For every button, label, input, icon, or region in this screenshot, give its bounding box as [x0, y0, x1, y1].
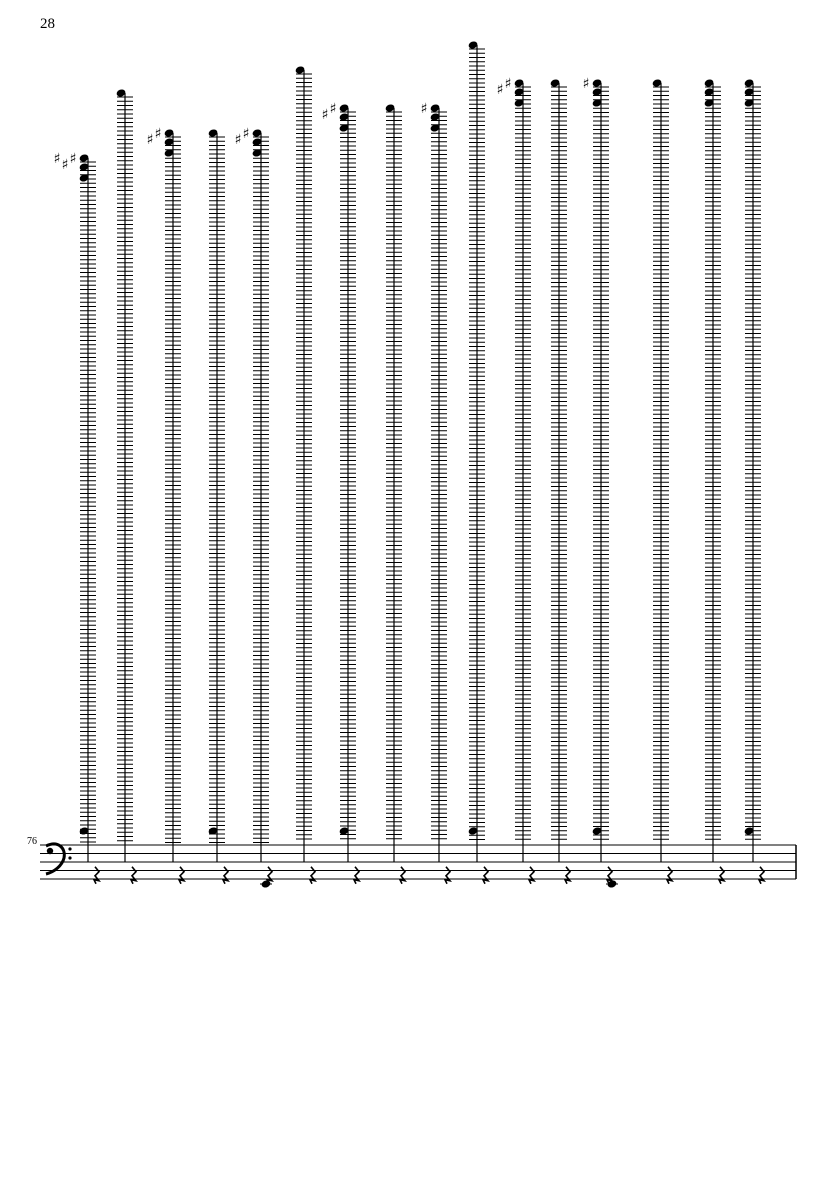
quarter-rest-icon — [759, 867, 764, 884]
sharp-icon: ♯ — [69, 151, 77, 167]
quarter-rest-icon — [667, 867, 672, 884]
quarter-rest-icon — [483, 867, 488, 884]
quarter-rest-icon — [400, 867, 405, 884]
bass-clef-dot-upper — [68, 847, 71, 850]
noteheads — [54, 40, 755, 888]
quarter-rest-icon — [354, 867, 359, 884]
sharp-icon: ♯ — [234, 132, 242, 148]
rests — [94, 867, 764, 884]
quarter-rest-icon — [310, 867, 315, 884]
quarter-rest-icon — [223, 867, 228, 884]
quarter-rest-icon — [94, 867, 99, 884]
quarter-rest-icon — [445, 867, 450, 884]
sharp-icon: ♯ — [321, 107, 329, 123]
bass-clef-dot — [47, 848, 53, 854]
sharp-icon: ♯ — [420, 101, 428, 117]
quarter-rest-icon — [131, 867, 136, 884]
sharp-icon: ♯ — [242, 126, 250, 142]
bass-clef-icon — [46, 844, 72, 874]
sharp-icon: ♯ — [582, 76, 590, 92]
ledger-line-towers — [80, 45, 761, 862]
quarter-rest-icon — [719, 867, 724, 884]
page-number: 28 — [40, 16, 55, 32]
quarter-rest-icon — [267, 867, 272, 884]
sharp-icon: ♯ — [154, 126, 162, 142]
quarter-rest-icon — [607, 867, 612, 884]
sharp-icon: ♯ — [504, 76, 512, 92]
sharp-icon: ♯ — [146, 132, 154, 148]
bass-clef-dot-lower — [68, 856, 71, 859]
staff — [40, 845, 796, 879]
sharp-icon: ♯ — [496, 82, 504, 98]
sharp-icon: ♯ — [61, 157, 69, 173]
quarter-rest-icon — [529, 867, 534, 884]
sharp-icon: ♯ — [53, 151, 61, 167]
quarter-rest-icon — [179, 867, 184, 884]
quarter-rest-icon — [565, 867, 570, 884]
measure-number: 76 — [27, 836, 37, 847]
sharp-icon: ♯ — [329, 101, 337, 117]
